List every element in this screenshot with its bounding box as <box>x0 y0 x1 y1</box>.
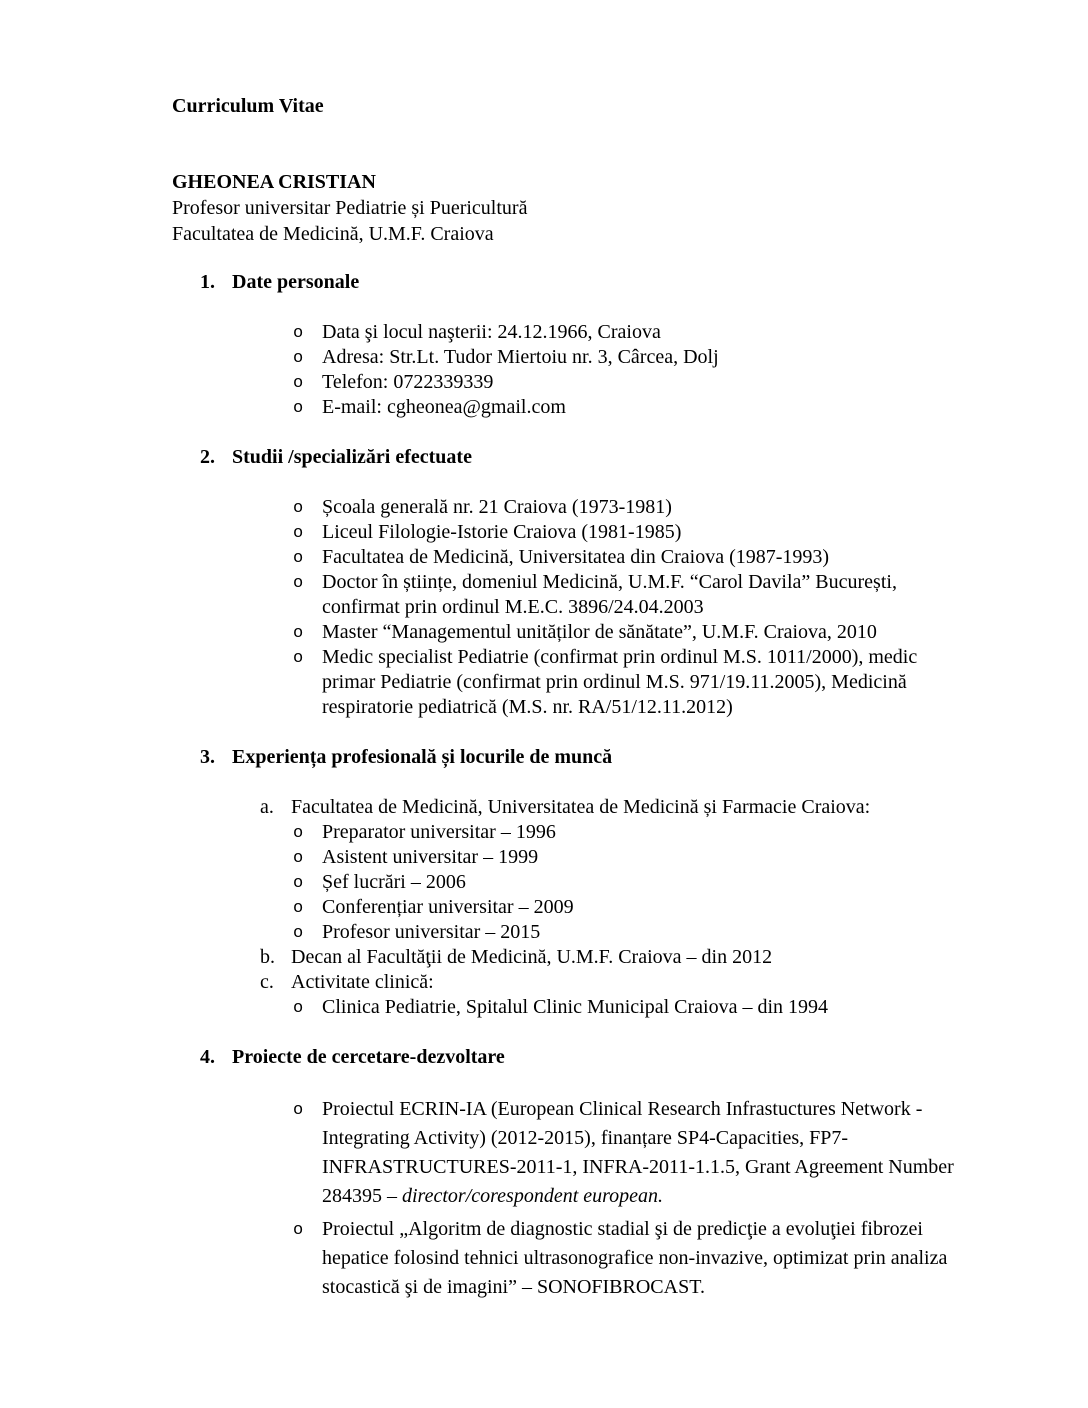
bullet-marker: o <box>293 524 304 543</box>
lettered-item-text: Facultatea de Medicină, Universitatea de Medicină și Farmacie Craiova: <box>291 796 871 818</box>
bullet-marker: o <box>293 399 304 418</box>
list-item <box>172 995 958 1020</box>
list-item <box>172 820 958 845</box>
list-item <box>172 645 958 720</box>
list-item <box>172 895 958 920</box>
list-item-project-sonofibrocast <box>172 1215 958 1302</box>
list-item <box>172 570 958 620</box>
bullet-marker: o <box>293 574 304 593</box>
list-item-email <box>172 395 958 420</box>
list-item-text: Medic specialist Pediatrie (confirmat prin ordinul M.S. 1011/2000), medic primar Pediatrie (confirmat prin ordinul M.S. 971/19.11.2005), Medicină respiratorie pediatrică (M.S. nr. RA/51/12.11.2012) <box>322 646 918 718</box>
page-title: Curriculum Vitae <box>172 95 324 117</box>
list-item <box>172 870 958 895</box>
list-item-project-ecrin <box>172 1095 958 1211</box>
bullet-marker: o <box>293 324 304 343</box>
lettered-item-c <box>172 970 958 1020</box>
lettered-item-text: Activitate clinică: <box>291 971 434 993</box>
section-number: 3. <box>200 746 215 768</box>
section-experienta <box>172 745 958 1020</box>
cv-header <box>172 169 958 247</box>
person-role: Profesor universitar Pediatrie și Puericultură <box>172 197 528 219</box>
list-item-text: Doctor în științe, domeniul Medicină, U.M.F. “Carol Davila” București, confirmat prin ordinul M.E.C. 3896/24.04.2003 <box>322 571 897 618</box>
section-heading: Proiecte de cercetare-dezvoltare <box>232 1046 505 1068</box>
list-item-text: Data şi locul naşterii: 24.12.1966, Craiova <box>322 321 661 343</box>
section-number: 4. <box>200 1046 215 1068</box>
list-item <box>172 845 958 870</box>
list-item-text: Asistent universitar – 1999 <box>322 846 539 868</box>
list-item-text: Master “Managementul unităților de sănătate”, U.M.F. Craiova, 2010 <box>322 621 877 643</box>
list-item-text: Facultatea de Medicină, Universitatea din Craiova (1987-1993) <box>322 546 830 568</box>
section-heading: Studii /specializări efectuate <box>232 446 472 468</box>
section-heading: Date personale <box>232 271 360 293</box>
list-item-text: Liceul Filologie-Istorie Craiova (1981-1985) <box>322 521 682 543</box>
list-item-text: Preparator universitar – 1996 <box>322 821 556 843</box>
section-number: 2. <box>200 446 215 468</box>
section-heading-row <box>172 1045 958 1070</box>
list-item-text: Școala generală nr. 21 Craiova (1973-1981) <box>322 496 672 518</box>
bullet-marker: o <box>293 849 304 868</box>
section-heading-row <box>172 445 958 470</box>
section-number: 1. <box>200 271 215 293</box>
section-studii <box>172 445 958 720</box>
bullet-marker: o <box>293 899 304 918</box>
section-heading-row <box>172 745 958 770</box>
person-affiliation: Facultatea de Medicină, U.M.F. Craiova <box>172 223 494 245</box>
email-text: E-mail: cgheonea@gmail.com <box>322 396 566 418</box>
bullet-list <box>172 1095 958 1302</box>
bullet-marker: o <box>293 874 304 893</box>
bullet-marker: o <box>293 999 304 1018</box>
bullet-marker: o <box>293 549 304 568</box>
bullet-marker: o <box>293 374 304 393</box>
bullet-marker: o <box>293 624 304 643</box>
section-heading: Experiența profesională și locurile de muncă <box>232 746 613 768</box>
list-item <box>172 620 958 645</box>
list-item <box>172 520 958 545</box>
list-item <box>172 320 958 345</box>
letter-marker: a. <box>260 796 274 818</box>
bullet-marker: o <box>293 824 304 843</box>
letter-marker: c. <box>260 971 274 993</box>
list-item <box>172 345 958 370</box>
bullet-marker: o <box>293 649 304 668</box>
bullet-marker: o <box>293 1101 304 1120</box>
list-item-text: Conferențiar universitar – 2009 <box>322 896 574 918</box>
bullet-list <box>172 495 958 720</box>
lettered-list <box>172 795 958 1020</box>
lettered-item-text: Decan al Facultăţii de Medicină, U.M.F. Craiova – din 2012 <box>291 946 773 968</box>
list-item <box>172 920 958 945</box>
list-item-text: Adresa: Str.Lt. Tudor Miertoiu nr. 3, Cârcea, Dolj <box>322 346 719 368</box>
list-item <box>172 495 958 520</box>
list-item <box>172 370 958 395</box>
bullet-marker: o <box>293 499 304 518</box>
lettered-item-b <box>172 945 958 970</box>
list-item-text: Telefon: 0722339339 <box>322 371 494 393</box>
project-role-italic: director/corespondent european. <box>402 1185 664 1207</box>
list-item-text: Profesor universitar – 2015 <box>322 921 541 943</box>
bullet-list <box>291 820 958 945</box>
bullet-marker: o <box>293 349 304 368</box>
section-date-personale <box>172 270 958 420</box>
section-heading-row <box>172 270 958 295</box>
person-name: GHEONEA CRISTIAN <box>172 171 376 193</box>
bullet-list <box>172 320 958 420</box>
list-item-text: Șef lucrări – 2006 <box>322 871 466 893</box>
list-item <box>172 545 958 570</box>
letter-marker: b. <box>260 946 275 968</box>
section-proiecte <box>172 1045 958 1302</box>
list-item-text: Clinica Pediatrie, Spitalul Clinic Municipal Craiova – din 1994 <box>322 996 829 1018</box>
bullet-list <box>291 995 958 1020</box>
bullet-marker: o <box>293 924 304 943</box>
project-text: Proiectul ECRIN-IA (European Clinical Research Infrastuctures Network - Integrating Activity) (2012-2015), finanțare SP4-Capacities, FP7-INFRASTRUCTURES-2011-1, INFRA-2011-1.1.5, Grant Agreement Number 284395 – <box>322 1098 954 1207</box>
project-text: Proiectul „Algoritm de diagnostic stadial şi de predicţie a evoluţiei fibrozei hepatice folosind tehnici ultrasonografice non-invazive, optimizat prin analiza stocastică şi de imagini” – SONOFIBROCAST. <box>322 1218 948 1298</box>
bullet-marker: o <box>293 1221 304 1240</box>
lettered-item-a <box>172 795 958 945</box>
